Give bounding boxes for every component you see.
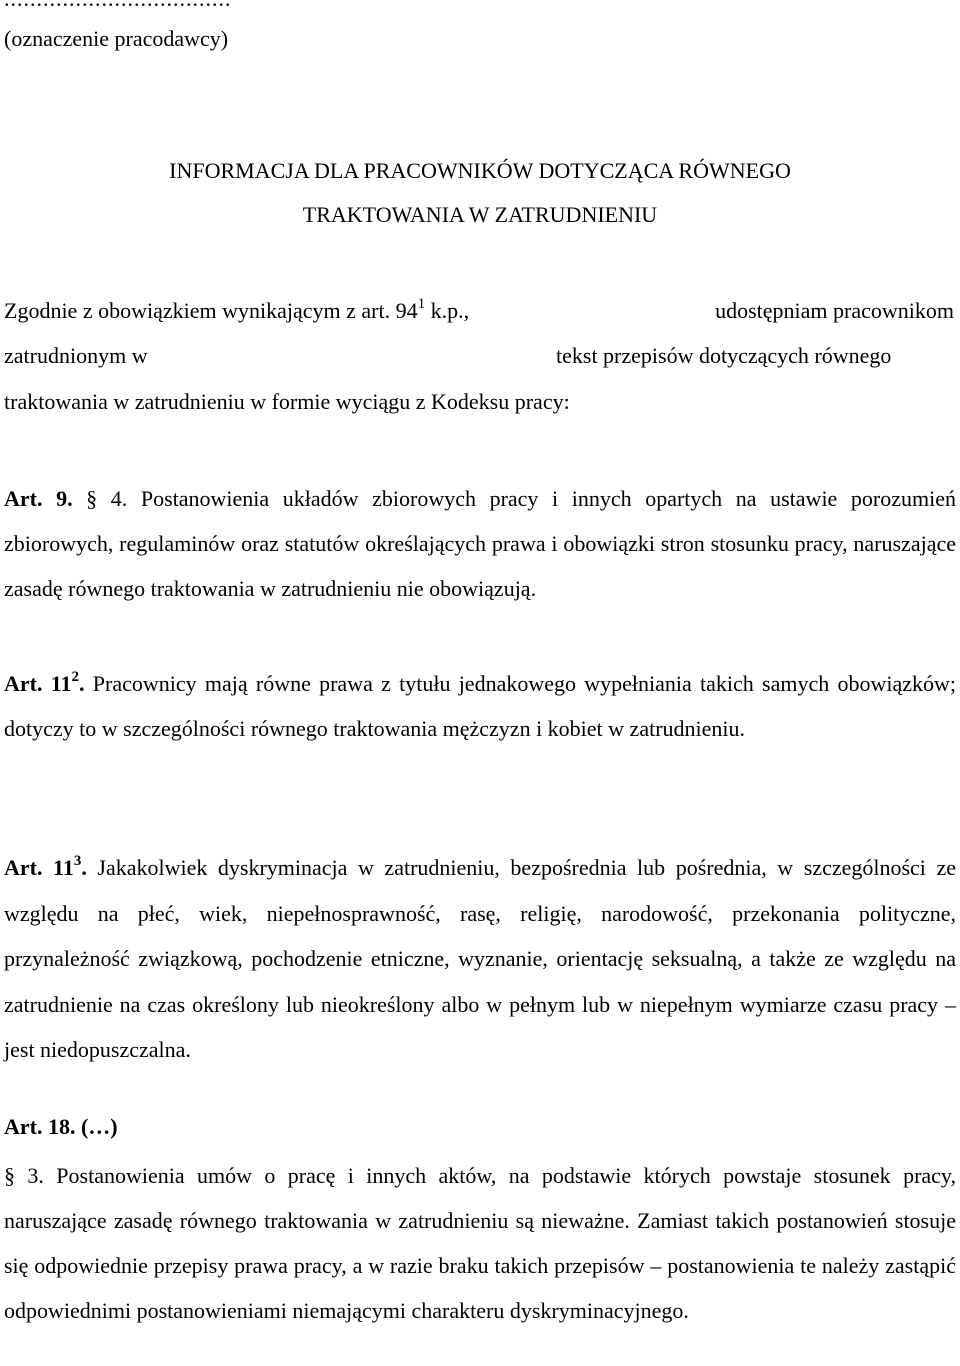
article-18-text: Postanowienia umów o pracę i innych aktów, na podstawie których powstaje stosunek pracy, naruszające zasadę równego traktowania w zatrudnieniu są nieważne. Zamiast takich postanowień stosuje się odpowiednie przepisy prawa pracy, a w razie braku takich przepisów – postanowienia te należy zastąpić odpowiednimi postanowieniami niemającymi charakteru dyskryminacyjnego. xyxy=(4,1163,957,1323)
article-11-2-text: Pracownicy mają równe prawa z tytułu jednakowego wypełniania takich samych obowiązków; dotyczy to w szczególności równego traktowania mężczyzn i kobiet w zatrudnieniu. xyxy=(4,671,956,741)
intro-article-superscript: 1 xyxy=(417,295,426,312)
article-9-section: § 4. xyxy=(72,486,128,511)
article-11-2-label: Art. $11^2$. xyxy=(4,668,85,696)
article-9-paragraph xyxy=(4,476,956,611)
intro-line-1 xyxy=(4,295,954,324)
article-9-label: Art. 9. xyxy=(4,486,73,511)
article-9-text: Postanowienia układów zbiorowych pracy i innych opartych na ustawie porozumień zbiorowych, regulaminów oraz statutów określających prawa i obowiązki stron stosunku pracy, naruszające zasadę równego traktowania w zatrudnieniu nie obowiązują. xyxy=(4,486,956,601)
intro-line-2-right: tekst przepisów dotyczących równego xyxy=(556,343,892,368)
document-title-line-1: INFORMACJA DLA PRACOWNIKÓW DOTYCZĄCA RÓWNEGO xyxy=(169,158,791,183)
article-11-3-text: Jakakolwiek dyskryminacja w zatrudnieniu, bezpośrednia lub pośrednia, w szczególności ze względu na płeć, wiek, niepełnosprawność, rasę, religię, narodowość, przekonania polityczne, przynależność związkową, pochodzenie etniczne, wyznanie, orientację seksualną, a także ze względu na zatrudnienie na czas określony lub nieokreślony albo w pełnym lub w niepełnym wymiarze czasu pracy – jest niedopuszczalna. xyxy=(4,855,957,1062)
article-11-3-label: Art. $11^3$. xyxy=(4,852,87,880)
intro-line-3: traktowania w zatrudnieniu w formie wyciągu z Kodeksu pracy: xyxy=(4,389,570,414)
article-11-2-paragraph xyxy=(4,661,956,751)
intro-line-2 xyxy=(4,343,954,369)
article-18-label: Art. 18. (…) xyxy=(4,1114,118,1139)
article-11-3-paragraph xyxy=(4,845,956,1073)
article-18-section: § 3. xyxy=(4,1163,44,1188)
employer-dots-line xyxy=(4,0,232,12)
article-18-paragraph xyxy=(4,1153,956,1333)
intro-line-2-left: zatrudnionym w xyxy=(4,343,148,368)
intro-line-1-left: Zgodnie z obowiązkiem wynikającym z art. $94^1$ k.p., xyxy=(4,295,470,323)
employer-designation-label: (oznaczenie pracodawcy) xyxy=(4,26,229,51)
intro-line-1-right: udostępniam pracownikom xyxy=(715,298,954,323)
document-title-line-2: TRAKTOWANIA W ZATRUDNIENIU xyxy=(302,202,658,227)
